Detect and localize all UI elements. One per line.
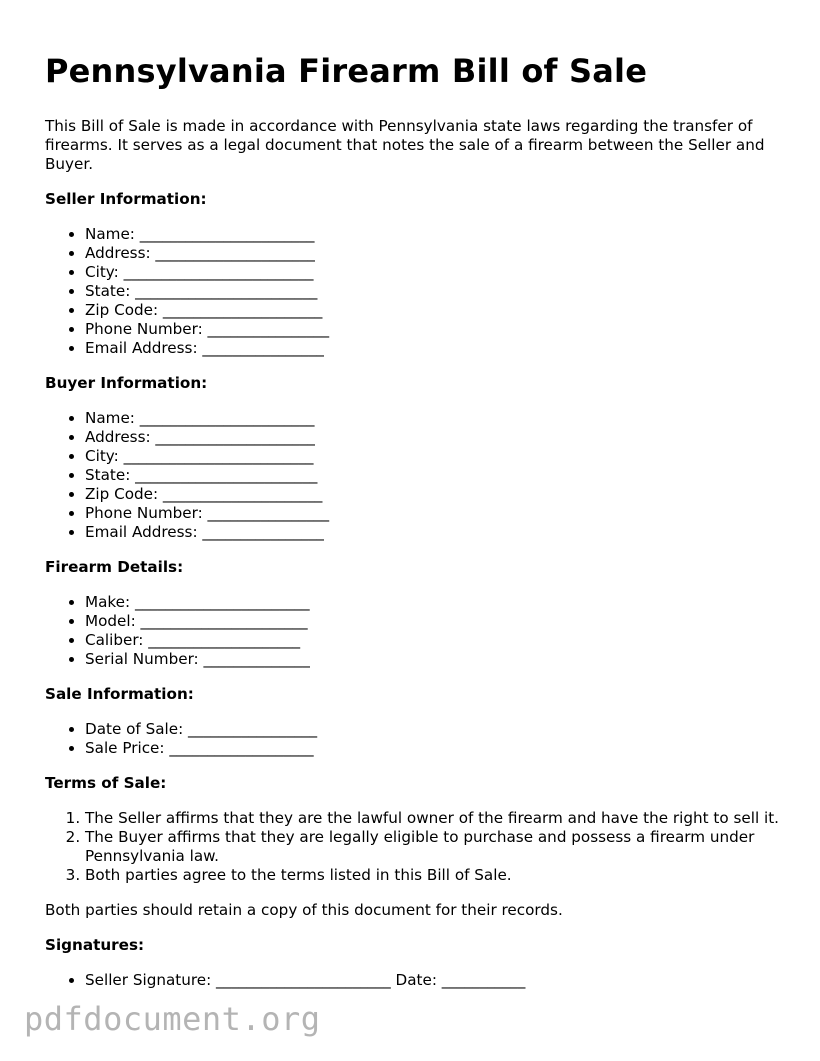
- terms-heading: Terms of Sale:: [45, 774, 167, 793]
- seller-heading: Seller Information:: [45, 190, 207, 209]
- terms-item-buyer: 2. The Buyer affirms that they are legally eligible to purchase and possess a firearm under Pennsylvania law.: [85, 828, 785, 866]
- retain-note: Both parties should retain a copy of this document for their records.: [45, 901, 563, 920]
- buyer-state-field: • State: ________________________: [85, 466, 785, 485]
- sale-price-field: • Sale Price: ___________________: [85, 739, 785, 758]
- seller-list: [45, 225, 785, 358]
- seller-address-field: • Address: _____________________: [85, 244, 785, 263]
- intro-paragraph: This Bill of Sale is made in accordance with Pennsylvania state laws regarding the transfer of firearms. It serves as a legal document that notes the sale of a firearm between the Seller and Buyer.: [45, 117, 765, 174]
- seller-name-field: • Name: _______________________: [85, 225, 785, 244]
- watermark-logo: pdfdocument.org: [24, 1000, 321, 1038]
- firearm-list: [45, 593, 785, 669]
- seller-state-field: • State: ________________________: [85, 282, 785, 301]
- buyer-zip-field: • Zip Code: _____________________: [85, 485, 785, 504]
- buyer-address-field: • Address: _____________________: [85, 428, 785, 447]
- signatures-list: [45, 971, 785, 990]
- sale-heading: Sale Information:: [45, 685, 194, 704]
- buyer-phone-field: • Phone Number: ________________: [85, 504, 785, 523]
- firearm-make-field: • Make: _______________________: [85, 593, 785, 612]
- firearm-heading: Firearm Details:: [45, 558, 184, 577]
- terms-item-seller: 1. The Seller affirms that they are the lawful owner of the firearm and have the right to sell it.: [85, 809, 785, 828]
- seller-phone-field: • Phone Number: ________________: [85, 320, 785, 339]
- seller-city-field: • City: _________________________: [85, 263, 785, 282]
- buyer-city-field: • City: _________________________: [85, 447, 785, 466]
- document-page: [45, 52, 785, 1006]
- sale-date-field: • Date of Sale: _________________: [85, 720, 785, 739]
- firearm-model-field: • Model: ______________________: [85, 612, 785, 631]
- signatures-heading: Signatures:: [45, 936, 145, 955]
- buyer-name-field: • Name: _______________________: [85, 409, 785, 428]
- firearm-serial-field: • Serial Number: ______________: [85, 650, 785, 669]
- buyer-list: [45, 409, 785, 542]
- buyer-email-field: • Email Address: ________________: [85, 523, 785, 542]
- terms-list: [45, 809, 785, 885]
- firearm-caliber-field: • Caliber: ____________________: [85, 631, 785, 650]
- sale-list: [45, 720, 785, 758]
- terms-item-agreement: 3. Both parties agree to the terms listed in this Bill of Sale.: [85, 866, 785, 885]
- seller-zip-field: • Zip Code: _____________________: [85, 301, 785, 320]
- seller-signature-field: • Seller Signature: _______________________ Date: ___________: [85, 971, 785, 990]
- buyer-heading: Buyer Information:: [45, 374, 208, 393]
- page-title: Pennsylvania Firearm Bill of Sale: [45, 52, 648, 90]
- seller-email-field: • Email Address: ________________: [85, 339, 785, 358]
